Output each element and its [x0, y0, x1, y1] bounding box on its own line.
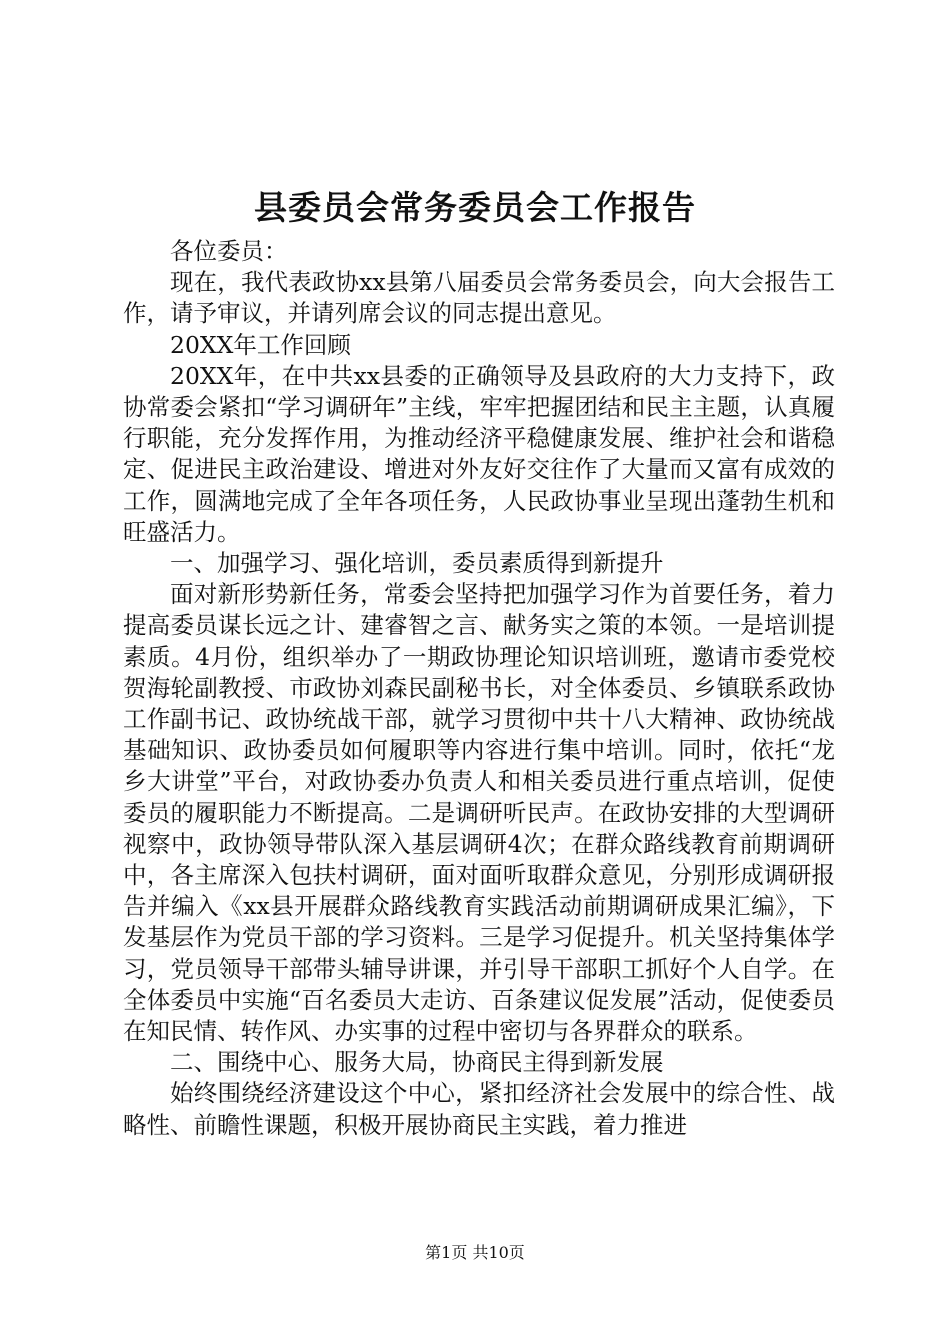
page-footer: 第1页 共10页 — [425, 1243, 525, 1262]
document-body — [123, 236, 835, 1141]
paragraph-section-one: 面对新形势新任务，常委会坚持把加强学习作为首要任务，着力提高委员谋长远之计、建睿智之言、献务实之策的本领。一是培训提素质。4月份，组织举办了一期政协理论知识培训班，邀请市委党校贺海轮副教授、市政协刘森民副秘书长，对全体委员、乡镇联系政协工作副书记、政协统战干部，就学习贯彻中共十八大精神、政协统战基础知识、政协委员如何履职等内容进行集中培训。同时，依托“龙乡大讲堂”平台，对政协委办负责人和相关委员进行重点培训，促使委员的履职能力不断提高。二是调研听民声。在政协安排的大型调研视察中，政协领导带队深入基层调研4次；在群众路线教育前期调研中，各主席深入包扶村调研，面对面听取群众意见，分别形成调研报告并编入《xx县开展群众路线教育实践活动前期调研成果汇编》，下发基层作为党员干部的学习资料。三是学习促提升。机关坚持集体学习，党员领导干部带头辅导讲课，并引导干部职工抓好个人自学。在全体委员中实施“百名委员大走访、百条建议促发展”活动，促使委员在知民情、转作风、办实事的过程中密切与各界群众的联系。 — [123, 580, 835, 1046]
paragraph-section-two: 始终围绕经济建设这个中心，紧扣经济社会发展中的综合性、战略性、前瞻性课题，积极开展协商民主实践，着力推进 — [123, 1079, 835, 1139]
section-heading-two: 二、围绕中心、服务大局，协商民主得到新发展 — [170, 1048, 664, 1077]
document-title: 县委员会常务委员会工作报告 — [254, 188, 696, 227]
paragraph-salutation: 各位委员： — [170, 237, 288, 265]
section-heading-one: 一、加强学习、强化培训，委员素质得到新提升 — [170, 549, 664, 578]
paragraph-intro: 现在，我代表政协xx县第八届委员会常务委员会，向大会报告工作，请予审议，并请列席会议的同志提出意见。 — [123, 268, 835, 328]
paragraph-review-summary: 20XX年，在中共xx县委的正确领导及县政府的大力支持下，政协常委会紧扣“学习调研年”主线，牢牢把握团结和民主主题，认真履行职能，充分发挥作用，为推动经济平稳健康发展、维护社会和谐稳定、促进民主政治建设、增进对外友好交往作了大量而又富有成效的工作，圆满地完成了全年各项任务，人民政协事业呈现出蓬勃生机和旺盛活力。 — [123, 361, 835, 546]
section-heading-review: 20XX年工作回顾 — [170, 330, 351, 359]
